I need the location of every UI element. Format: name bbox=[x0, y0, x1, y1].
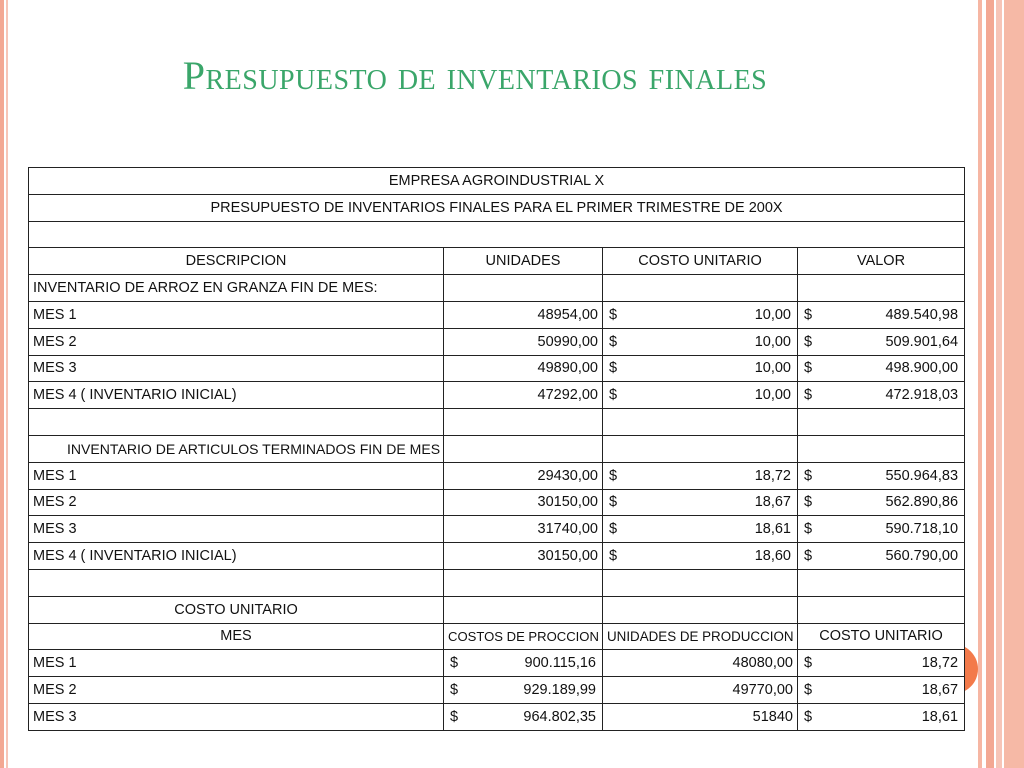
row-units: 48080,00 bbox=[603, 650, 798, 677]
currency-symbol: $ bbox=[804, 467, 813, 484]
row-unit-cost: 10,00 bbox=[754, 333, 791, 350]
table-row bbox=[29, 328, 965, 355]
row-value: 590.718,10 bbox=[885, 521, 959, 538]
header-cell: UNIDADES DE PRODUCCION bbox=[603, 623, 798, 650]
table-row bbox=[29, 516, 965, 543]
currency-symbol: $ bbox=[450, 708, 459, 725]
currency-symbol: $ bbox=[609, 467, 618, 484]
header-cell: MES bbox=[29, 623, 444, 650]
row-unit-cost: 18,60 bbox=[754, 548, 791, 565]
row-value: 498.900,00 bbox=[885, 360, 959, 377]
row-desc: MES 4 ( INVENTARIO INICIAL) bbox=[29, 382, 444, 409]
currency-symbol: $ bbox=[804, 494, 813, 511]
row-value: 550.964,83 bbox=[885, 467, 959, 484]
currency-symbol: $ bbox=[609, 306, 618, 323]
section-label-row bbox=[29, 435, 965, 462]
table-row bbox=[29, 677, 965, 704]
currency-symbol: $ bbox=[804, 682, 813, 699]
header-cell: COSTO UNITARIO bbox=[798, 623, 965, 650]
currency-symbol: $ bbox=[609, 360, 618, 377]
header-cell: COSTO UNITARIO bbox=[603, 248, 798, 275]
row-value: 562.890,86 bbox=[885, 494, 959, 511]
row-units: 30150,00 bbox=[444, 489, 603, 516]
currency-symbol: $ bbox=[609, 387, 618, 404]
row-cost: 900.115,16 bbox=[524, 655, 596, 672]
currency-symbol: $ bbox=[804, 333, 813, 350]
row-unit-cost: 18,67 bbox=[921, 682, 959, 699]
header-cell: COSTOS DE PROCCION bbox=[444, 623, 603, 650]
currency-symbol: $ bbox=[804, 306, 813, 323]
spreadsheet-table bbox=[28, 167, 965, 731]
currency-symbol: $ bbox=[804, 387, 813, 404]
row-units: 31740,00 bbox=[444, 516, 603, 543]
currency-symbol: $ bbox=[609, 548, 618, 565]
row-desc: MES 2 bbox=[29, 328, 444, 355]
header-cell: DESCRIPCION bbox=[29, 248, 444, 275]
row-units: 30150,00 bbox=[444, 543, 603, 570]
row-units: 29430,00 bbox=[444, 462, 603, 489]
currency-symbol: $ bbox=[804, 655, 813, 672]
row-desc: MES 1 bbox=[29, 301, 444, 328]
section-label-row bbox=[29, 596, 965, 623]
row-unit-cost: 10,00 bbox=[754, 306, 791, 323]
section-label: COSTO UNITARIO bbox=[29, 596, 444, 623]
left-stripe-thin bbox=[6, 0, 8, 768]
row-value: 472.918,03 bbox=[885, 387, 959, 404]
row-unit-cost: 18,67 bbox=[754, 494, 791, 511]
section-label: INVENTARIO DE ARTICULOS TERMINADOS FIN DE MES bbox=[29, 435, 444, 462]
row-units: 51840 bbox=[603, 703, 798, 730]
company-row bbox=[29, 168, 965, 195]
row-cost: 929.189,99 bbox=[523, 682, 596, 699]
table-row bbox=[29, 489, 965, 516]
row-units: 48954,00 bbox=[444, 301, 603, 328]
row-cost: 964.802,35 bbox=[523, 708, 596, 725]
row-desc: MES 3 bbox=[29, 703, 444, 730]
section-label-row bbox=[29, 275, 965, 302]
currency-symbol: $ bbox=[450, 655, 459, 672]
row-desc: MES 2 bbox=[29, 677, 444, 704]
subtitle-row bbox=[29, 194, 965, 221]
currency-symbol: $ bbox=[804, 708, 813, 725]
row-desc: MES 3 bbox=[29, 516, 444, 543]
currency-symbol: $ bbox=[609, 521, 618, 538]
right-stripe-2 bbox=[986, 0, 994, 768]
row-unit-cost: 10,00 bbox=[754, 387, 791, 404]
slide-title: Presupuesto de inventarios finales bbox=[182, 53, 768, 98]
currency-symbol: $ bbox=[804, 521, 813, 538]
table-row bbox=[29, 462, 965, 489]
row-unit-cost: 18,61 bbox=[754, 521, 791, 538]
right-stripe-4 bbox=[1004, 0, 1024, 768]
currency-symbol: $ bbox=[804, 548, 813, 565]
table-row bbox=[29, 543, 965, 570]
company-name: EMPRESA AGROINDUSTRIAL X bbox=[29, 168, 965, 195]
row-units: 47292,00 bbox=[444, 382, 603, 409]
currency-symbol: $ bbox=[450, 682, 459, 699]
row-units: 49770,00 bbox=[603, 677, 798, 704]
header-cell: UNIDADES bbox=[444, 248, 603, 275]
header-cell: VALOR bbox=[798, 248, 965, 275]
row-desc: MES 4 ( INVENTARIO INICIAL) bbox=[29, 543, 444, 570]
header-row bbox=[29, 623, 965, 650]
row-desc: MES 1 bbox=[29, 650, 444, 677]
row-desc: MES 1 bbox=[29, 462, 444, 489]
blank-row bbox=[29, 221, 965, 248]
left-stripe bbox=[0, 0, 4, 768]
row-value: 489.540,98 bbox=[885, 306, 959, 323]
row-unit-cost: 18,72 bbox=[754, 467, 791, 484]
sheet-subtitle: PRESUPUESTO DE INVENTARIOS FINALES PARA EL PRIMER TRIMESTRE DE 200X bbox=[29, 194, 965, 221]
row-desc: MES 3 bbox=[29, 355, 444, 382]
blank-row bbox=[29, 569, 965, 596]
row-unit-cost: 18,61 bbox=[921, 708, 959, 725]
table-row bbox=[29, 650, 965, 677]
right-stripe-3 bbox=[996, 0, 1002, 768]
row-value: 509.901,64 bbox=[885, 333, 959, 350]
currency-symbol: $ bbox=[804, 360, 813, 377]
row-units: 49890,00 bbox=[444, 355, 603, 382]
currency-symbol: $ bbox=[609, 333, 618, 350]
row-desc: MES 2 bbox=[29, 489, 444, 516]
currency-symbol: $ bbox=[609, 494, 618, 511]
right-stripe-1 bbox=[978, 0, 982, 768]
table-row bbox=[29, 355, 965, 382]
row-unit-cost: 10,00 bbox=[754, 360, 791, 377]
row-value: 560.790,00 bbox=[885, 548, 959, 565]
row-units: 50990,00 bbox=[444, 328, 603, 355]
section-label: INVENTARIO DE ARROZ EN GRANZA FIN DE MES: bbox=[29, 275, 444, 302]
table-row bbox=[29, 703, 965, 730]
blank-row bbox=[29, 409, 965, 436]
table-row bbox=[29, 301, 965, 328]
table-row bbox=[29, 382, 965, 409]
header-row bbox=[29, 248, 965, 275]
row-unit-cost: 18,72 bbox=[921, 655, 959, 672]
